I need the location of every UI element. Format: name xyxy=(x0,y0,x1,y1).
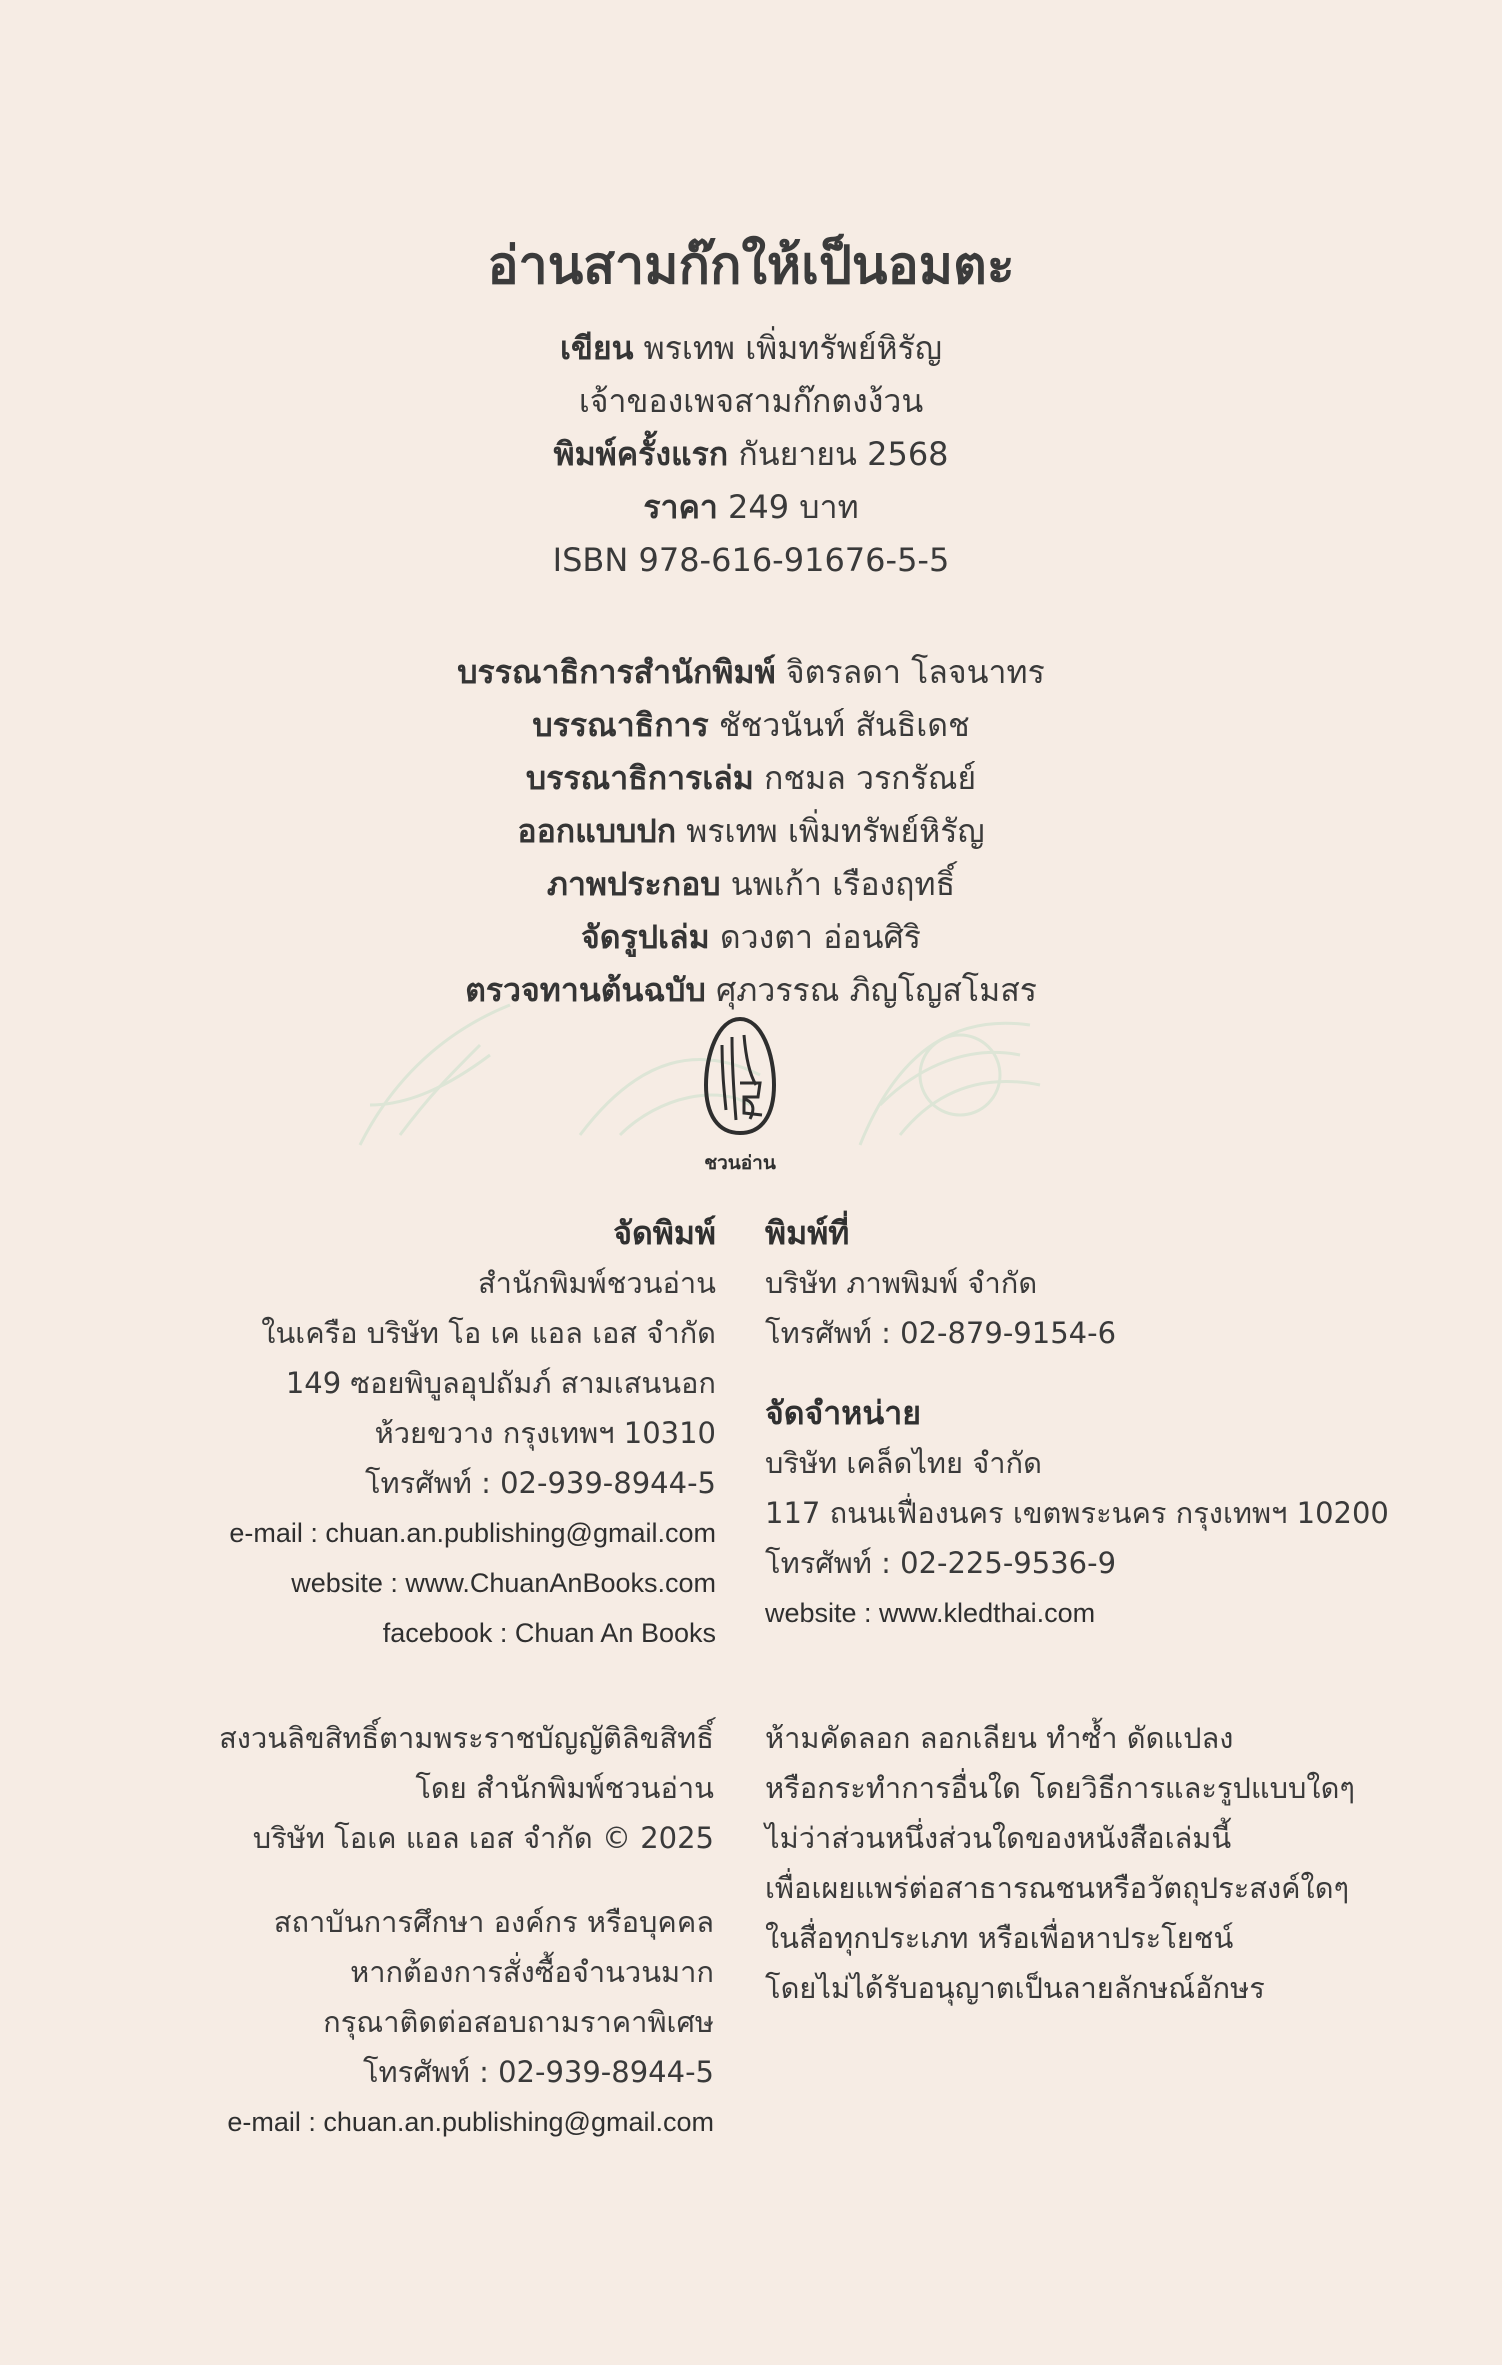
credit-line xyxy=(0,752,1502,805)
book-info xyxy=(0,322,1502,587)
isbn-line xyxy=(0,534,1502,587)
distributor-heading: จัดจำหน่าย xyxy=(765,1394,921,1432)
author-page-line xyxy=(0,375,1502,428)
notice-line: โดยไม่ได้รับอนุญาตเป็นลายลักษณ์อักษร xyxy=(765,1971,1265,2005)
publisher-line: ห้วยขวาง กรุงเทพฯ 10310 xyxy=(374,1416,716,1450)
credit-name: นพเก้า เรืองฤทธิ์ xyxy=(730,865,956,903)
credit-line xyxy=(0,858,1502,911)
credit-role: บรรณาธิการสำนักพิมพ์ xyxy=(457,653,776,691)
publisher-heading: จัดพิมพ์ xyxy=(613,1214,716,1252)
credit-role: บรรณาธิการเล่ม xyxy=(525,759,754,797)
orders-line: หากต้องการสั่งซื้อจำนวนมาก xyxy=(350,1955,714,1989)
credit-line xyxy=(0,699,1502,752)
credit-role: ออกแบบปก xyxy=(517,812,677,850)
price-line xyxy=(0,481,1502,534)
credit-role: จัดรูปเล่ม xyxy=(581,918,710,956)
notice-line: เพื่อเผยแพร่ต่อสาธารณชนหรือวัตถุประสงค์ใดๆ xyxy=(765,1871,1350,1905)
credit-role: บรรณาธิการ xyxy=(532,706,709,744)
notice-line: ไม่ว่าส่วนหนึ่งส่วนใดของหนังสือเล่มนี้ xyxy=(765,1821,1232,1855)
credit-role: ตรวจทานต้นฉบับ xyxy=(465,971,706,1009)
info-value: เจ้าของเพจสามก๊กตงง้วน xyxy=(578,382,924,420)
info-label: พิมพ์ครั้งแรก xyxy=(553,435,729,473)
author-line xyxy=(0,322,1502,375)
printer-phone: โทรศัพท์ : 02-879-9154-6 xyxy=(765,1316,1117,1350)
credit-role: ภาพประกอบ xyxy=(546,865,721,903)
publisher-line: 149 ซอยพิบูลอุปถัมภ์ สามเสนนอก xyxy=(285,1366,716,1400)
notice-line: ห้ามคัดลอก ลอกเลียน ทำซ้ำ ดัดแปลง xyxy=(765,1721,1234,1755)
info-value: พรเทพ เพิ่มทรัพย์หิรัญ xyxy=(643,329,942,367)
publisher-block xyxy=(229,1208,716,1658)
orders-email: e-mail : chuan.an.publishing@gmail.com xyxy=(227,2107,714,2137)
copyright-line: โดย สำนักพิมพ์ชวนอ่าน xyxy=(415,1771,714,1805)
credit-name: กชมล วรกรัณย์ xyxy=(764,759,977,797)
credits-list xyxy=(0,646,1502,1017)
publisher-logo-icon xyxy=(700,1015,780,1170)
credit-line xyxy=(0,964,1502,1017)
credit-name: ชัชวนันท์ สันธิเดช xyxy=(718,706,970,744)
copyright-line: บริษัท โอเค แอล เอส จำกัด © 2025 xyxy=(252,1821,714,1855)
credit-name: พรเทพ เพิ่มทรัพย์หิรัญ xyxy=(686,812,985,850)
info-value: กันยายน 2568 xyxy=(738,435,949,473)
orders-line: กรุณาติดต่อสอบถามราคาพิเศษ xyxy=(323,2005,714,2039)
orders-phone: โทรศัพท์ : 02-939-8944-5 xyxy=(362,2055,714,2089)
publisher-line: สำนักพิมพ์ชวนอ่าน xyxy=(477,1266,716,1300)
notice-line: ในสื่อทุกประเภท หรือเพื่อหาประโยชน์ xyxy=(765,1921,1234,1955)
copyright-block xyxy=(219,1713,714,2147)
book-title: อ่านสามก๊กให้เป็นอมตะ xyxy=(487,236,1015,296)
info-label: เขียน xyxy=(560,329,634,367)
copyright-line: สงวนลิขสิทธิ์ตามพระราชบัญญัติลิขสิทธิ์ xyxy=(219,1721,714,1755)
credit-name: จิตรลดา โลจนาทร xyxy=(785,653,1045,691)
distributor-website: website : www.kledthai.com xyxy=(765,1598,1096,1628)
publisher-line: ในเครือ บริษัท โอ เค แอล เอส จำกัด xyxy=(261,1316,716,1350)
distributor-phone: โทรศัพท์ : 02-225-9536-9 xyxy=(765,1546,1117,1580)
printer-block xyxy=(765,1208,1389,1638)
logo-caption: ชวนอ่าน xyxy=(704,1152,776,1174)
publisher-email: e-mail : chuan.an.publishing@gmail.com xyxy=(229,1518,716,1548)
credit-name: ศุภวรรณ ภิญโญสโมสร xyxy=(715,971,1037,1009)
first-print-line xyxy=(0,428,1502,481)
credit-line xyxy=(0,646,1502,699)
notice-line: หรือกระทำการอื่นใด โดยวิธีการและรูปแบบใดๆ xyxy=(765,1771,1355,1805)
credit-line xyxy=(0,911,1502,964)
publisher-facebook: facebook : Chuan An Books xyxy=(382,1618,716,1648)
distributor-line: 117 ถนนเฟื่องนคร เขตพระนคร กรุงเทพฯ 10200 xyxy=(765,1496,1389,1530)
info-value: ISBN 978-616-91676-5-5 xyxy=(552,541,950,579)
orders-line: สถาบันการศึกษา องค์กร หรือบุคคล xyxy=(273,1905,714,1939)
credit-name: ดวงตา อ่อนศิริ xyxy=(719,918,921,956)
distributor-line: บริษัท เคล็ดไทย จำกัด xyxy=(765,1446,1042,1480)
publisher-website: website : www.ChuanAnBooks.com xyxy=(291,1568,716,1598)
publisher-phone: โทรศัพท์ : 02-939-8944-5 xyxy=(364,1466,716,1500)
credit-line xyxy=(0,805,1502,858)
printer-heading: พิมพ์ที่ xyxy=(765,1214,850,1252)
info-value: 249 บาท xyxy=(728,488,859,526)
printer-line: บริษัท ภาพพิมพ์ จำกัด xyxy=(765,1266,1038,1300)
copyright-notice xyxy=(765,1713,1355,2013)
info-label: ราคา xyxy=(643,488,718,526)
